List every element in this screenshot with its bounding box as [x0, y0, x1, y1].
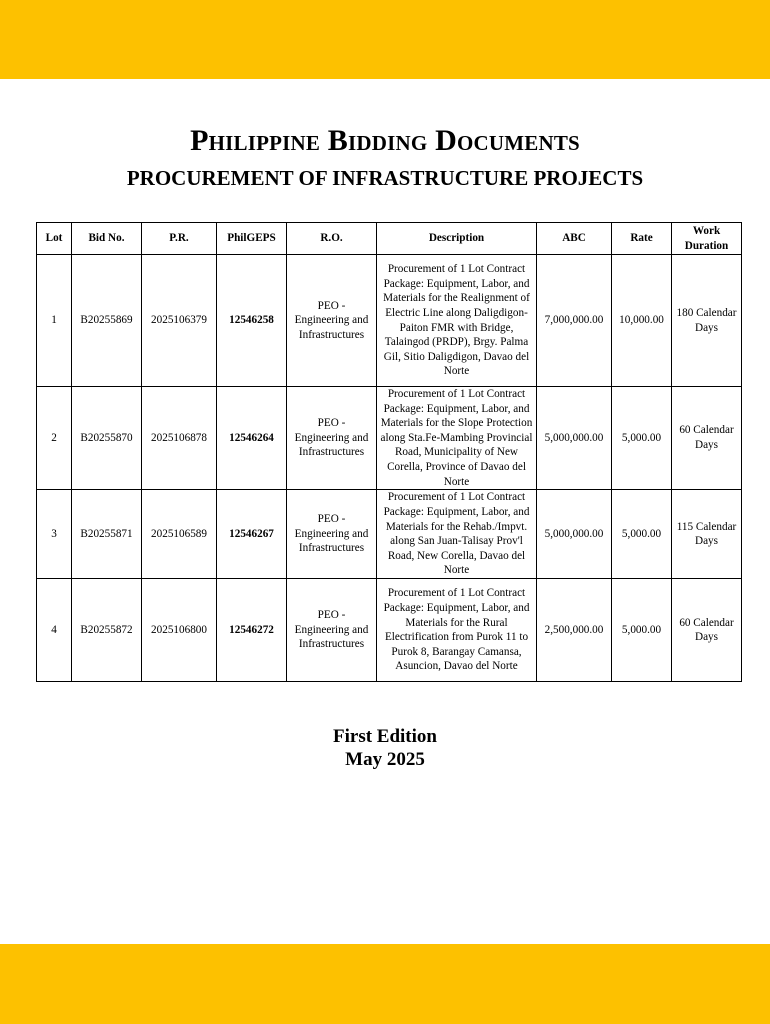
- table-header-row: [37, 223, 742, 255]
- bid-no-cell: B20255869: [72, 255, 142, 387]
- document-title: Philippine Bidding Documents: [190, 124, 580, 157]
- header-pr: P.R.: [142, 223, 217, 255]
- header-abc: ABC: [537, 223, 612, 255]
- rate-cell: 5,000.00: [612, 490, 672, 579]
- rate-cell: 5,000.00: [612, 579, 672, 682]
- philgeps-cell: 12546267: [217, 490, 287, 579]
- lot-cell: 3: [37, 490, 72, 579]
- ro-cell: PEO - Engineering and Infrastructures: [287, 579, 377, 682]
- document-subtitle: PROCUREMENT OF INFRASTRUCTURE PROJECTS: [126, 166, 644, 190]
- header-ro: R.O.: [287, 223, 377, 255]
- description-cell: Procurement of 1 Lot Contract Package: Equipment, Labor, and Materials for the Rehab./Impvt. along San Juan-Talisay Prov'l Road, New Corella, Davao del Norte: [377, 490, 537, 579]
- table-row: [37, 387, 742, 490]
- header-philgeps: PhilGEPS: [217, 223, 287, 255]
- pr-cell: 2025106878: [142, 387, 217, 490]
- description-cell: Procurement of 1 Lot Contract Package: Equipment, Labor, and Materials for the Slope Protection along Sta.Fe-Mambing Provincial Road, Municipality of New Corella, Province of Davao del Norte: [377, 387, 537, 490]
- philgeps-cell: 12546264: [217, 387, 287, 490]
- edition-label: First Edition: [333, 726, 437, 747]
- table-row: [37, 255, 742, 387]
- bid-no-cell: B20255872: [72, 579, 142, 682]
- duration-cell: 180 Calendar Days: [672, 255, 742, 387]
- description-cell: Procurement of 1 Lot Contract Package: Equipment, Labor, and Materials for the Realignment of Electric Line along Daligdigon-Paiton FMR with Bridge, Talaingod (PRDP), Brgy. Palma Gil, Sitio Daligdigon, Davao del Norte: [377, 255, 537, 387]
- philgeps-cell: 12546272: [217, 579, 287, 682]
- duration-cell: 115 Calendar Days: [672, 490, 742, 579]
- rate-cell: 5,000.00: [612, 387, 672, 490]
- edition-date: May 2025: [345, 749, 425, 770]
- ro-cell: PEO - Engineering and Infrastructures: [287, 255, 377, 387]
- description-cell: Procurement of 1 Lot Contract Package: Equipment, Labor, and Materials for the Rural Electrification from Purok 11 to Purok 8, Barangay Camansa, Asuncion, Davao del Norte: [377, 579, 537, 682]
- lots-table: [36, 222, 742, 682]
- abc-cell: 7,000,000.00: [537, 255, 612, 387]
- ro-cell: PEO - Engineering and Infrastructures: [287, 490, 377, 579]
- pr-cell: 2025106379: [142, 255, 217, 387]
- lot-cell: 2: [37, 387, 72, 490]
- edition-block: [0, 725, 770, 771]
- abc-cell: 5,000,000.00: [537, 490, 612, 579]
- table-row: [37, 579, 742, 682]
- duration-cell: 60 Calendar Days: [672, 579, 742, 682]
- header-rate: Rate: [612, 223, 672, 255]
- header-lot: Lot: [37, 223, 72, 255]
- bid-no-cell: B20255870: [72, 387, 142, 490]
- abc-cell: 5,000,000.00: [537, 387, 612, 490]
- lot-cell: 4: [37, 579, 72, 682]
- bid-no-cell: B20255871: [72, 490, 142, 579]
- top-color-band: [0, 0, 770, 79]
- philgeps-cell: 12546258: [217, 255, 287, 387]
- header-work-duration: Work Duration: [672, 223, 742, 255]
- lot-cell: 1: [37, 255, 72, 387]
- table-row: [37, 490, 742, 579]
- duration-cell: 60 Calendar Days: [672, 387, 742, 490]
- header-description: Description: [377, 223, 537, 255]
- ro-cell: PEO - Engineering and Infrastructures: [287, 387, 377, 490]
- abc-cell: 2,500,000.00: [537, 579, 612, 682]
- rate-cell: 10,000.00: [612, 255, 672, 387]
- bottom-color-band: [0, 944, 770, 1024]
- header-bid-no: Bid No.: [72, 223, 142, 255]
- pr-cell: 2025106589: [142, 490, 217, 579]
- pr-cell: 2025106800: [142, 579, 217, 682]
